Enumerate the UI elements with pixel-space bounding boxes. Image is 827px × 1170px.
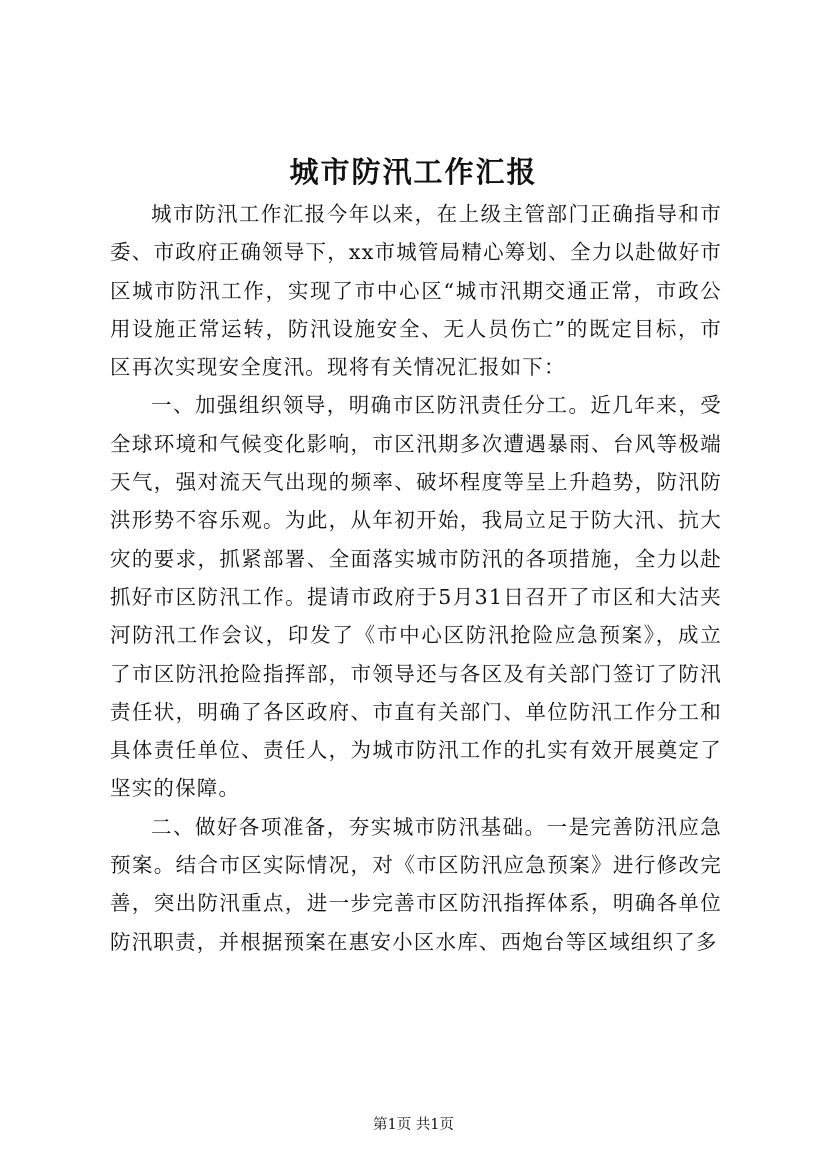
page-footer: 第1页 共1页 [372,1117,455,1133]
paragraph-section-2: 二、做好各项准备，夯实城市防汛基础。一是完善防汛应急预案。结合市区实际情况，对《市区防汛应急预案》进行修改完善，突出防汛重点，进一步完善市区防汛指挥体系，明确各单位防汛职责，并根据预案在惠安小区水库、西炮台等区域组织了多 [110,814,722,954]
paragraph-section-1: 一、加强组织领导，明确市区防汛责任分工。近几年来，受全球环境和气候变化影响，市区汛期多次遭遇暴雨、台风等极端天气，强对流天气出现的频率、破坏程度等呈上升趋势，防汛防洪形势不容乐观。为此，从年初开始，我局立足于防大汛、抗大灾的要求，抓紧部署、全面落实城市防汛的各项措施，全力以赴抓好市区防汛工作。提请市政府于5月31日召开了市区和大沽夹河防汛工作会议，印发了《市中心区防汛抢险应急预案》，成立了市区防汛抢险指挥部，市领导还与各区及有关部门签订了防汛责任状，明确了各区政府、市直有关部门、单位防汛工作分工和具体责任单位、责任人，为城市防汛工作的扎实有效开展奠定了坚实的保障。 [110,393,722,801]
paragraph-intro: 城市防汛工作汇报今年以来，在上级主管部门正确指导和市委、市政府正确领导下，xx市城管局精心筹划、全力以赴做好市区城市防汛工作，实现了市中心区“城市汛期交通正常，市政公用设施正常运转，防汛设施安全、无人员伤亡”的既定目标，市区再次实现安全度汛。现将有关情况汇报如下： [110,202,722,380]
document-title: 城市防汛工作汇报 [289,155,538,189]
document-body [110,195,722,961]
